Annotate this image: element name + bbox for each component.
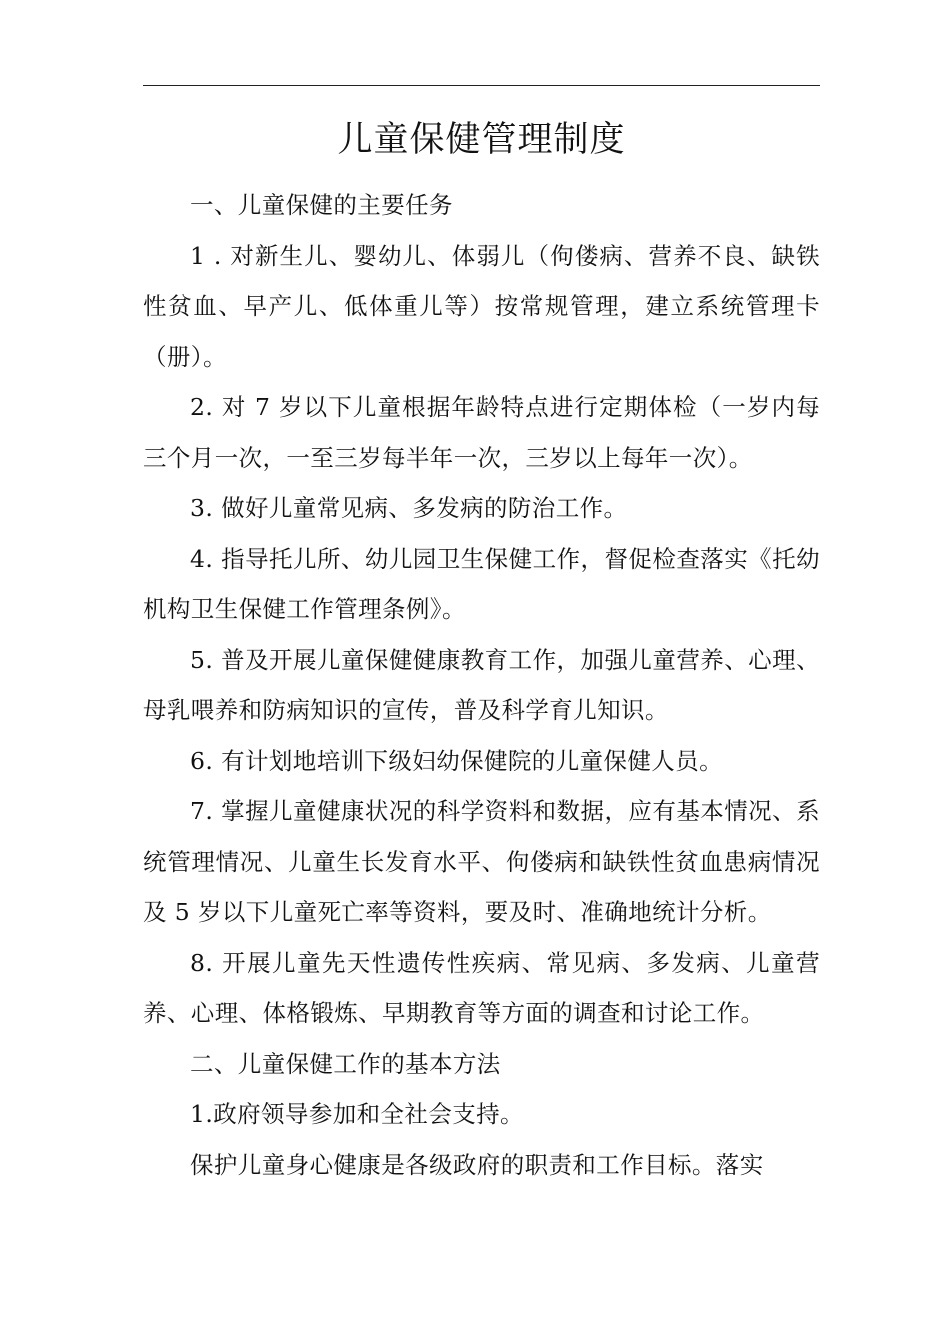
paragraph-task-3: 3. 做好儿童常见病、多发病的防治工作。 — [190, 494, 628, 522]
paragraph-task-5: 5. 普及开展儿童保健健康教育工作，加强儿童营养、心理、母乳喂养和防病知识的宣传，普及科学育儿知识。 — [143, 645, 820, 724]
section-heading-basic-methods: 二、儿童保健工作的基本方法 — [190, 1049, 501, 1078]
paragraph-task-6: 6. 有计划地培训下级妇幼保健院的儿童保健人员。 — [190, 746, 723, 775]
paragraph-task-4: 4. 指导托儿所、幼儿园卫生保健工作，督促检查落实《托幼机构卫生保健工作管理条例》。 — [143, 544, 820, 623]
paragraph-task-1: 1 . 对新生儿、婴幼儿、体弱儿（佝偻病、营养不良、缺铁性贫血、早产儿、低体重儿等）按常规管理，建立系统管理卡（册）。 — [143, 241, 820, 371]
document-body — [143, 180, 820, 1190]
document-title: 儿童保健管理制度 — [337, 120, 626, 160]
paragraph-task-2: 2. 对 7 岁以下儿童根据年龄特点进行定期体检（一岁内每三个月一次，一至三岁每半年一次，三岁以上每年一次）。 — [143, 393, 820, 472]
section-heading-main-tasks: 一、儿童保健的主要任务 — [190, 191, 453, 219]
paragraph-method-1-detail: 保护儿童身心健康是各级政府的职责和工作目标。落实 — [190, 1150, 764, 1179]
paragraph-task-8: 8. 开展儿童先天性遗传性疾病、常见病、多发病、儿童营养、心理、体格锻炼、早期教育等方面的调查和讨论工作。 — [143, 948, 820, 1027]
header-rule — [143, 85, 820, 86]
paragraph-task-7: 7. 掌握儿童健康状况的科学资料和数据，应有基本情况、系统管理情况、儿童生长发育水平、佝偻病和缺铁性贫血患病情况及 5 岁以下儿童死亡率等资料，要及时、准确地统计分析。 — [143, 797, 820, 926]
paragraph-method-1: 1.政府领导参加和全社会支持。 — [190, 1100, 524, 1128]
